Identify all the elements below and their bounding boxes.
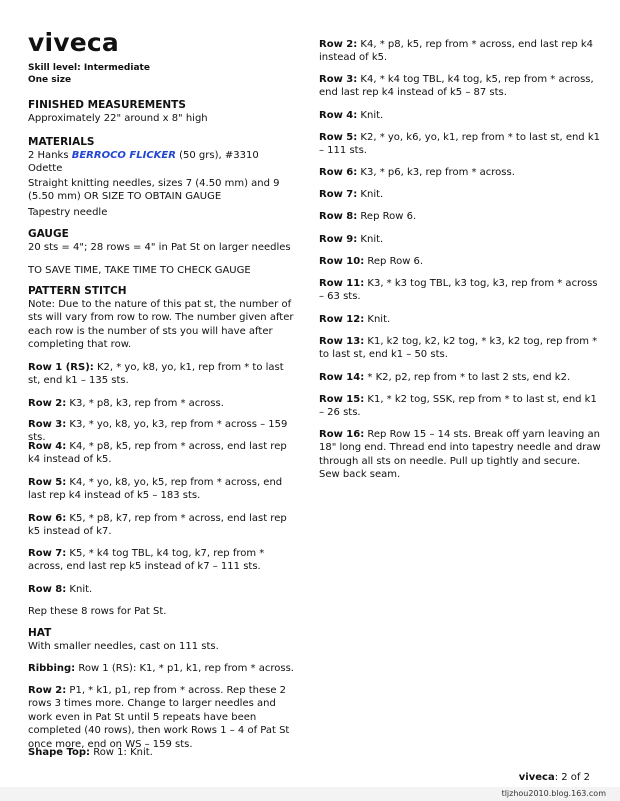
hat-cast-on: With smaller needles, cast on 111 sts. <box>28 641 219 652</box>
pattern-row: Row 2: K3, * p8, k3, rep from * across. <box>28 398 224 409</box>
pattern-row: Row 7: K5, * k4 tog TBL, k4 tog, k7, rep from * across, end last rep k5 instead of k7 – 111 sts. <box>28 548 265 573</box>
finished-text: Approximately 22" around x 8" high <box>28 113 208 124</box>
page-footer <box>519 772 590 783</box>
yarn-prefix: 2 Hanks <box>28 150 72 161</box>
pattern-note: Note: Due to the nature of this pat st, the number of sts will vary from row to row. The number given after each row is the number of sts you will have after completing that row. <box>28 299 294 351</box>
shape-row: Row 7: Knit. <box>319 189 384 200</box>
shape-row: Row 14: * K2, p2, rep from * to last 2 sts, end k2. <box>319 372 571 383</box>
shape-row: Row 5: K2, * yo, k6, yo, k1, rep from * to last st, end k1 – 111 sts. <box>319 132 600 157</box>
needles-text: Straight knitting needles, sizes 7 (4.50 mm) and 9 (5.50 mm) OR SIZE TO OBTAIN GAUGE <box>28 178 280 203</box>
shape-row: Row 10: Rep Row 6. <box>319 256 424 267</box>
shape-row: Row 15: K1, * k2 tog, SSK, rep from * to last st, end k1 – 26 sts. <box>319 394 597 419</box>
shape-row: Row 9: Knit. <box>319 234 384 245</box>
pattern-repeat: Rep these 8 rows for Pat St. <box>28 606 167 617</box>
finished-section <box>28 99 296 125</box>
hat-section <box>28 627 296 653</box>
page-title: viveca <box>28 28 120 57</box>
materials-section <box>28 136 296 176</box>
skill-level: Skill level: Intermediate <box>28 63 150 73</box>
pattern-row: Row 4: K4, * p8, k5, rep from * across, end last rep k4 instead of k5. <box>28 441 287 466</box>
pattern-row: Row 5: K4, * yo, k8, yo, k5, rep from * across, end last rep k4 instead of k5 – 183 sts. <box>28 477 283 502</box>
gauge-text: 20 sts = 4"; 28 rows = 4" in Pat St on larger needles <box>28 242 291 253</box>
pattern-heading: PATTERN STITCH <box>28 285 127 297</box>
shape-row: Row 4: Knit. <box>319 110 384 121</box>
pattern-row: Row 8: Knit. <box>28 584 93 595</box>
shape-row: Row 12: Knit. <box>319 314 391 325</box>
shape-top-row: Shape Top: Row 1: Knit. <box>28 747 153 758</box>
shape-row: Row 13: K1, k2 tog, k2, k2 tog, * k3, k2 tog, rep from * to last st, end k1 – 50 sts. <box>319 336 598 361</box>
finished-heading: FINISHED MEASUREMENTS <box>28 99 186 111</box>
pattern-row: Row 3: K3, * yo, k8, yo, k3, rep from * across – 159 sts. <box>28 419 288 444</box>
footer-page: : 2 of 2 <box>554 772 590 783</box>
yarn-suffix: (50 grs), #3310 Odette <box>28 150 259 175</box>
gauge-section <box>28 228 296 254</box>
hat-row-2: Row 2: P1, * k1, p1, rep from * across. Rep these 2 rows 3 times more. Change to larger needles and work even in Pat St until 5 repeats have been completed (40 rows), then work Rows 1 – 4 of Pat St once more, end on WS – 159 sts. <box>28 685 290 750</box>
materials-heading: MATERIALS <box>28 136 95 148</box>
size-label: One size <box>28 75 72 85</box>
yarn-brand-link[interactable]: BERROCO FLICKER <box>71 150 176 161</box>
pattern-row: Row 1 (RS): K2, * yo, k8, yo, k1, rep from * to last st, end k1 – 135 sts. <box>28 362 284 387</box>
gauge-check: TO SAVE TIME, TAKE TIME TO CHECK GAUGE <box>28 265 251 276</box>
shape-row: Row 2: K4, * p8, k5, rep from * across, end last rep k4 instead of k5. <box>319 39 594 64</box>
gauge-heading: GAUGE <box>28 228 69 240</box>
shape-row: Row 6: K3, * p6, k3, rep from * across. <box>319 167 515 178</box>
shape-row: Row 16: Rep Row 15 – 14 sts. Break off yarn leaving an 18" long end. Thread end into tapestry needle and draw through all sts on needle. Pull up tightly and secure. Sew back seam. <box>319 429 601 481</box>
shape-row: Row 3: K4, * k4 tog TBL, k4 tog, k5, rep from * across, end last rep k4 instead of k5 – 87 sts. <box>319 74 594 99</box>
pattern-section <box>28 285 296 352</box>
pattern-row: Row 6: K5, * p8, k7, rep from * across, end last rep k5 instead of k7. <box>28 513 287 538</box>
footer-name: viveca <box>518 772 555 783</box>
shape-row: Row 11: K3, * k3 tog TBL, k3 tog, k3, rep from * across – 63 sts. <box>319 278 598 303</box>
hat-heading: HAT <box>28 627 52 639</box>
shape-row: Row 8: Rep Row 6. <box>319 211 417 222</box>
tapestry-text: Tapestry needle <box>28 207 108 218</box>
ribbing-row: Ribbing: Row 1 (RS): K1, * p1, k1, rep from * across. <box>28 663 294 674</box>
watermark: tljzhou2010.blog.163.com <box>0 787 620 801</box>
